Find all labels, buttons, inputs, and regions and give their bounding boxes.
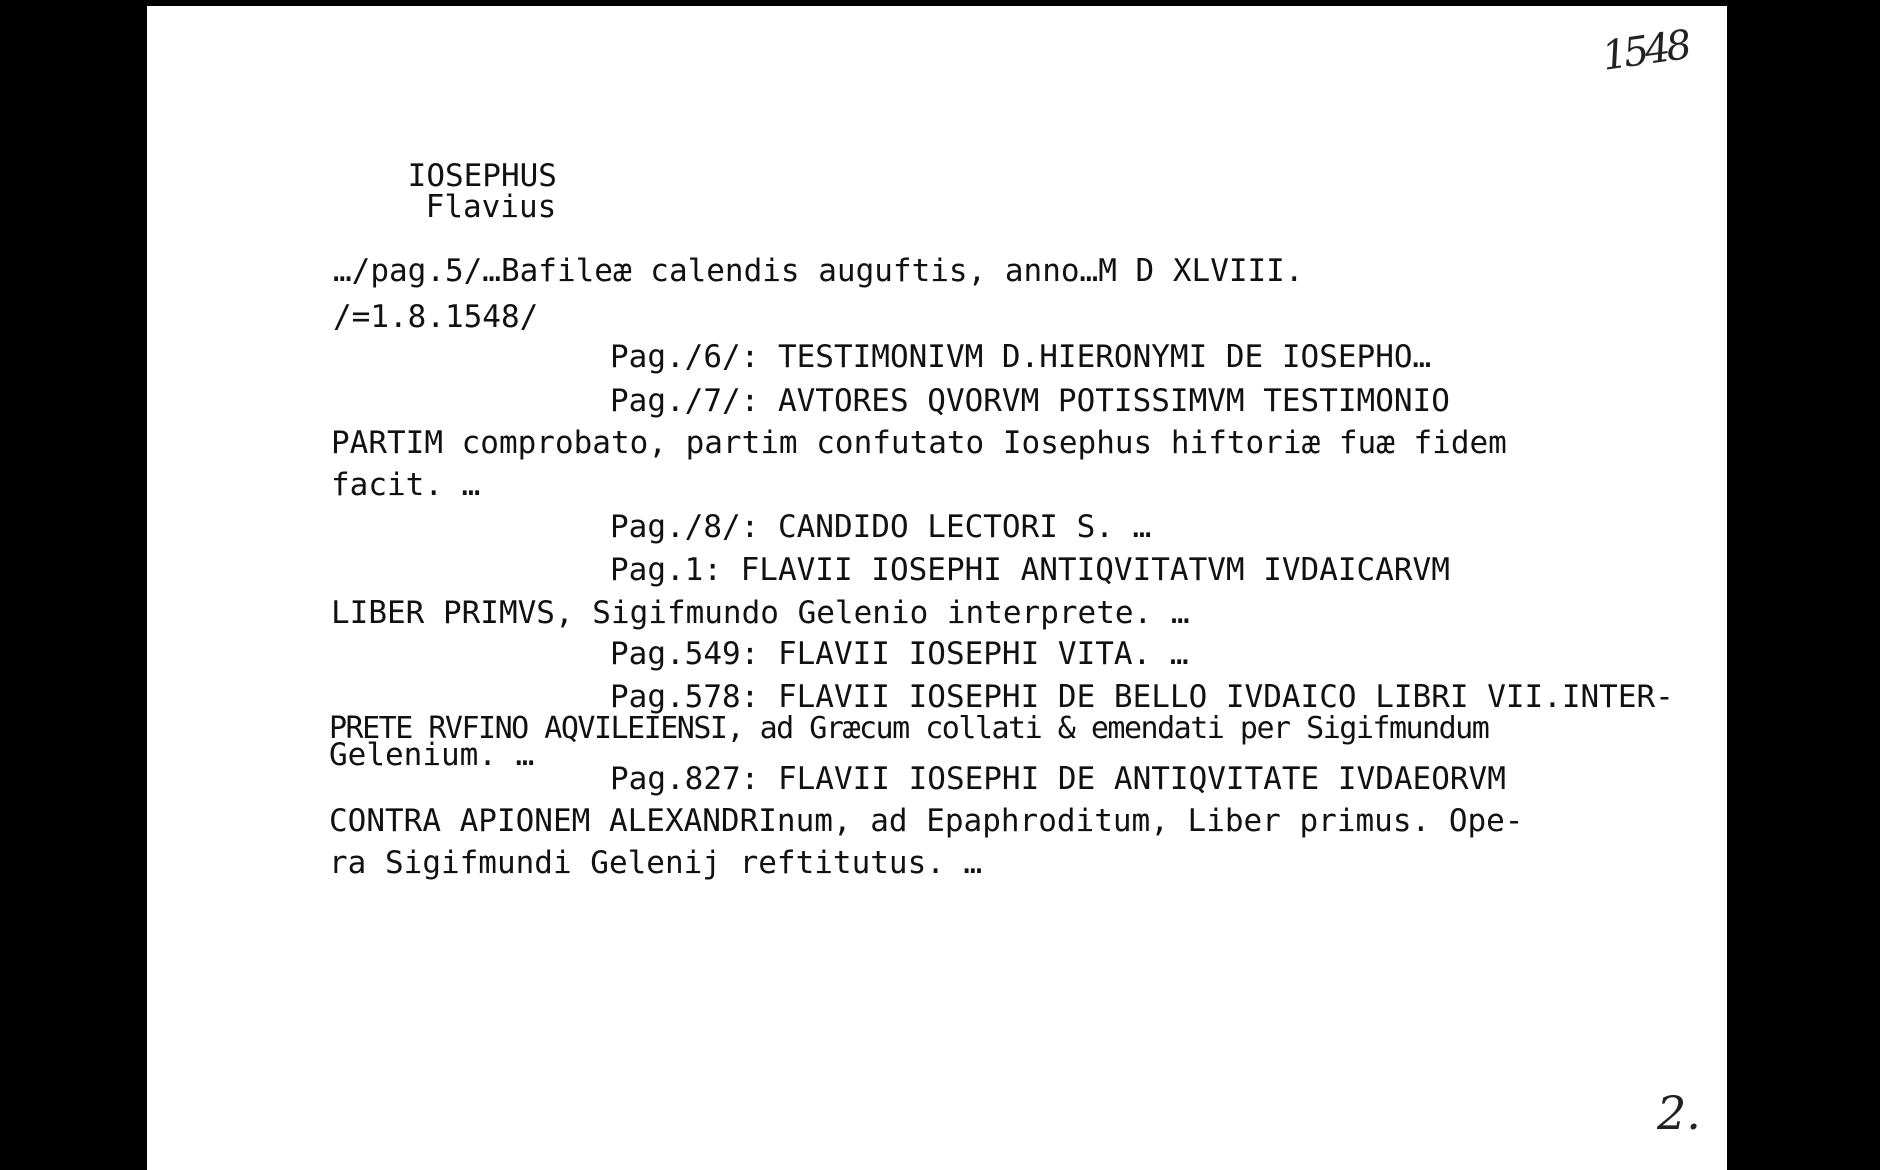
entry-line: PARTIM comprobato, partim confutato Iosephus hiftoriæ fuæ fidem <box>331 425 1507 461</box>
entry-line: Pag.1: FLAVII IOSEPHI ANTIQVITATVM IVDAICARVM <box>610 552 1450 588</box>
entry-line: Pag./7/: AVTORES QVORVM POTISSIMVM TESTIMONIO <box>610 383 1450 419</box>
heading-surname: IOSEPHUS <box>407 158 557 194</box>
entry-line: Pag./6/: TESTIMONIVM D.HIERONYMI DE IOSEPHO… <box>610 339 1432 375</box>
entry-line: PRETE RVFINO AQVILEIENSI, ad Græcum collati & emendati per Sigifmundum <box>329 711 1489 746</box>
heading <box>333 130 557 254</box>
entry-line: Gelenium. … <box>329 737 535 773</box>
entry-line: ra Sigifmundi Gelenij reftitutus. … <box>329 845 983 881</box>
entry-line: LIBER PRIMVS, Sigifmundo Gelenio interprete. … <box>331 595 1190 631</box>
handwritten-year-annotation: 1548 <box>1599 22 1691 80</box>
entry-line: Pag.827: FLAVII IOSEPHI DE ANTIQVITATE IVDAEORVM <box>610 761 1506 797</box>
heading-given-name: Flavius <box>425 189 557 225</box>
entry-line: facit. … <box>331 467 481 503</box>
entry-line: CONTRA APIONEM ALEXANDRInum, ad Epaphroditum, Liber primus. Ope- <box>329 803 1524 839</box>
entry-line: Pag.549: FLAVII IOSEPHI VITA. … <box>610 636 1189 672</box>
entry-line: /=1.8.1548/ <box>333 299 539 335</box>
entry-line: Pag./8/: CANDIDO LECTORI S. … <box>610 509 1152 545</box>
entry-line: …/pag.5/…Bafileæ calendis auguftis, anno…M D XLVIII. <box>333 253 1304 289</box>
handwritten-page-number: 2. <box>1657 1086 1701 1140</box>
entry-line: Pag.578: FLAVII IOSEPHI DE BELLO IVDAICO LIBRI VII.INTER- <box>610 679 1674 715</box>
catalog-card <box>147 6 1727 1170</box>
